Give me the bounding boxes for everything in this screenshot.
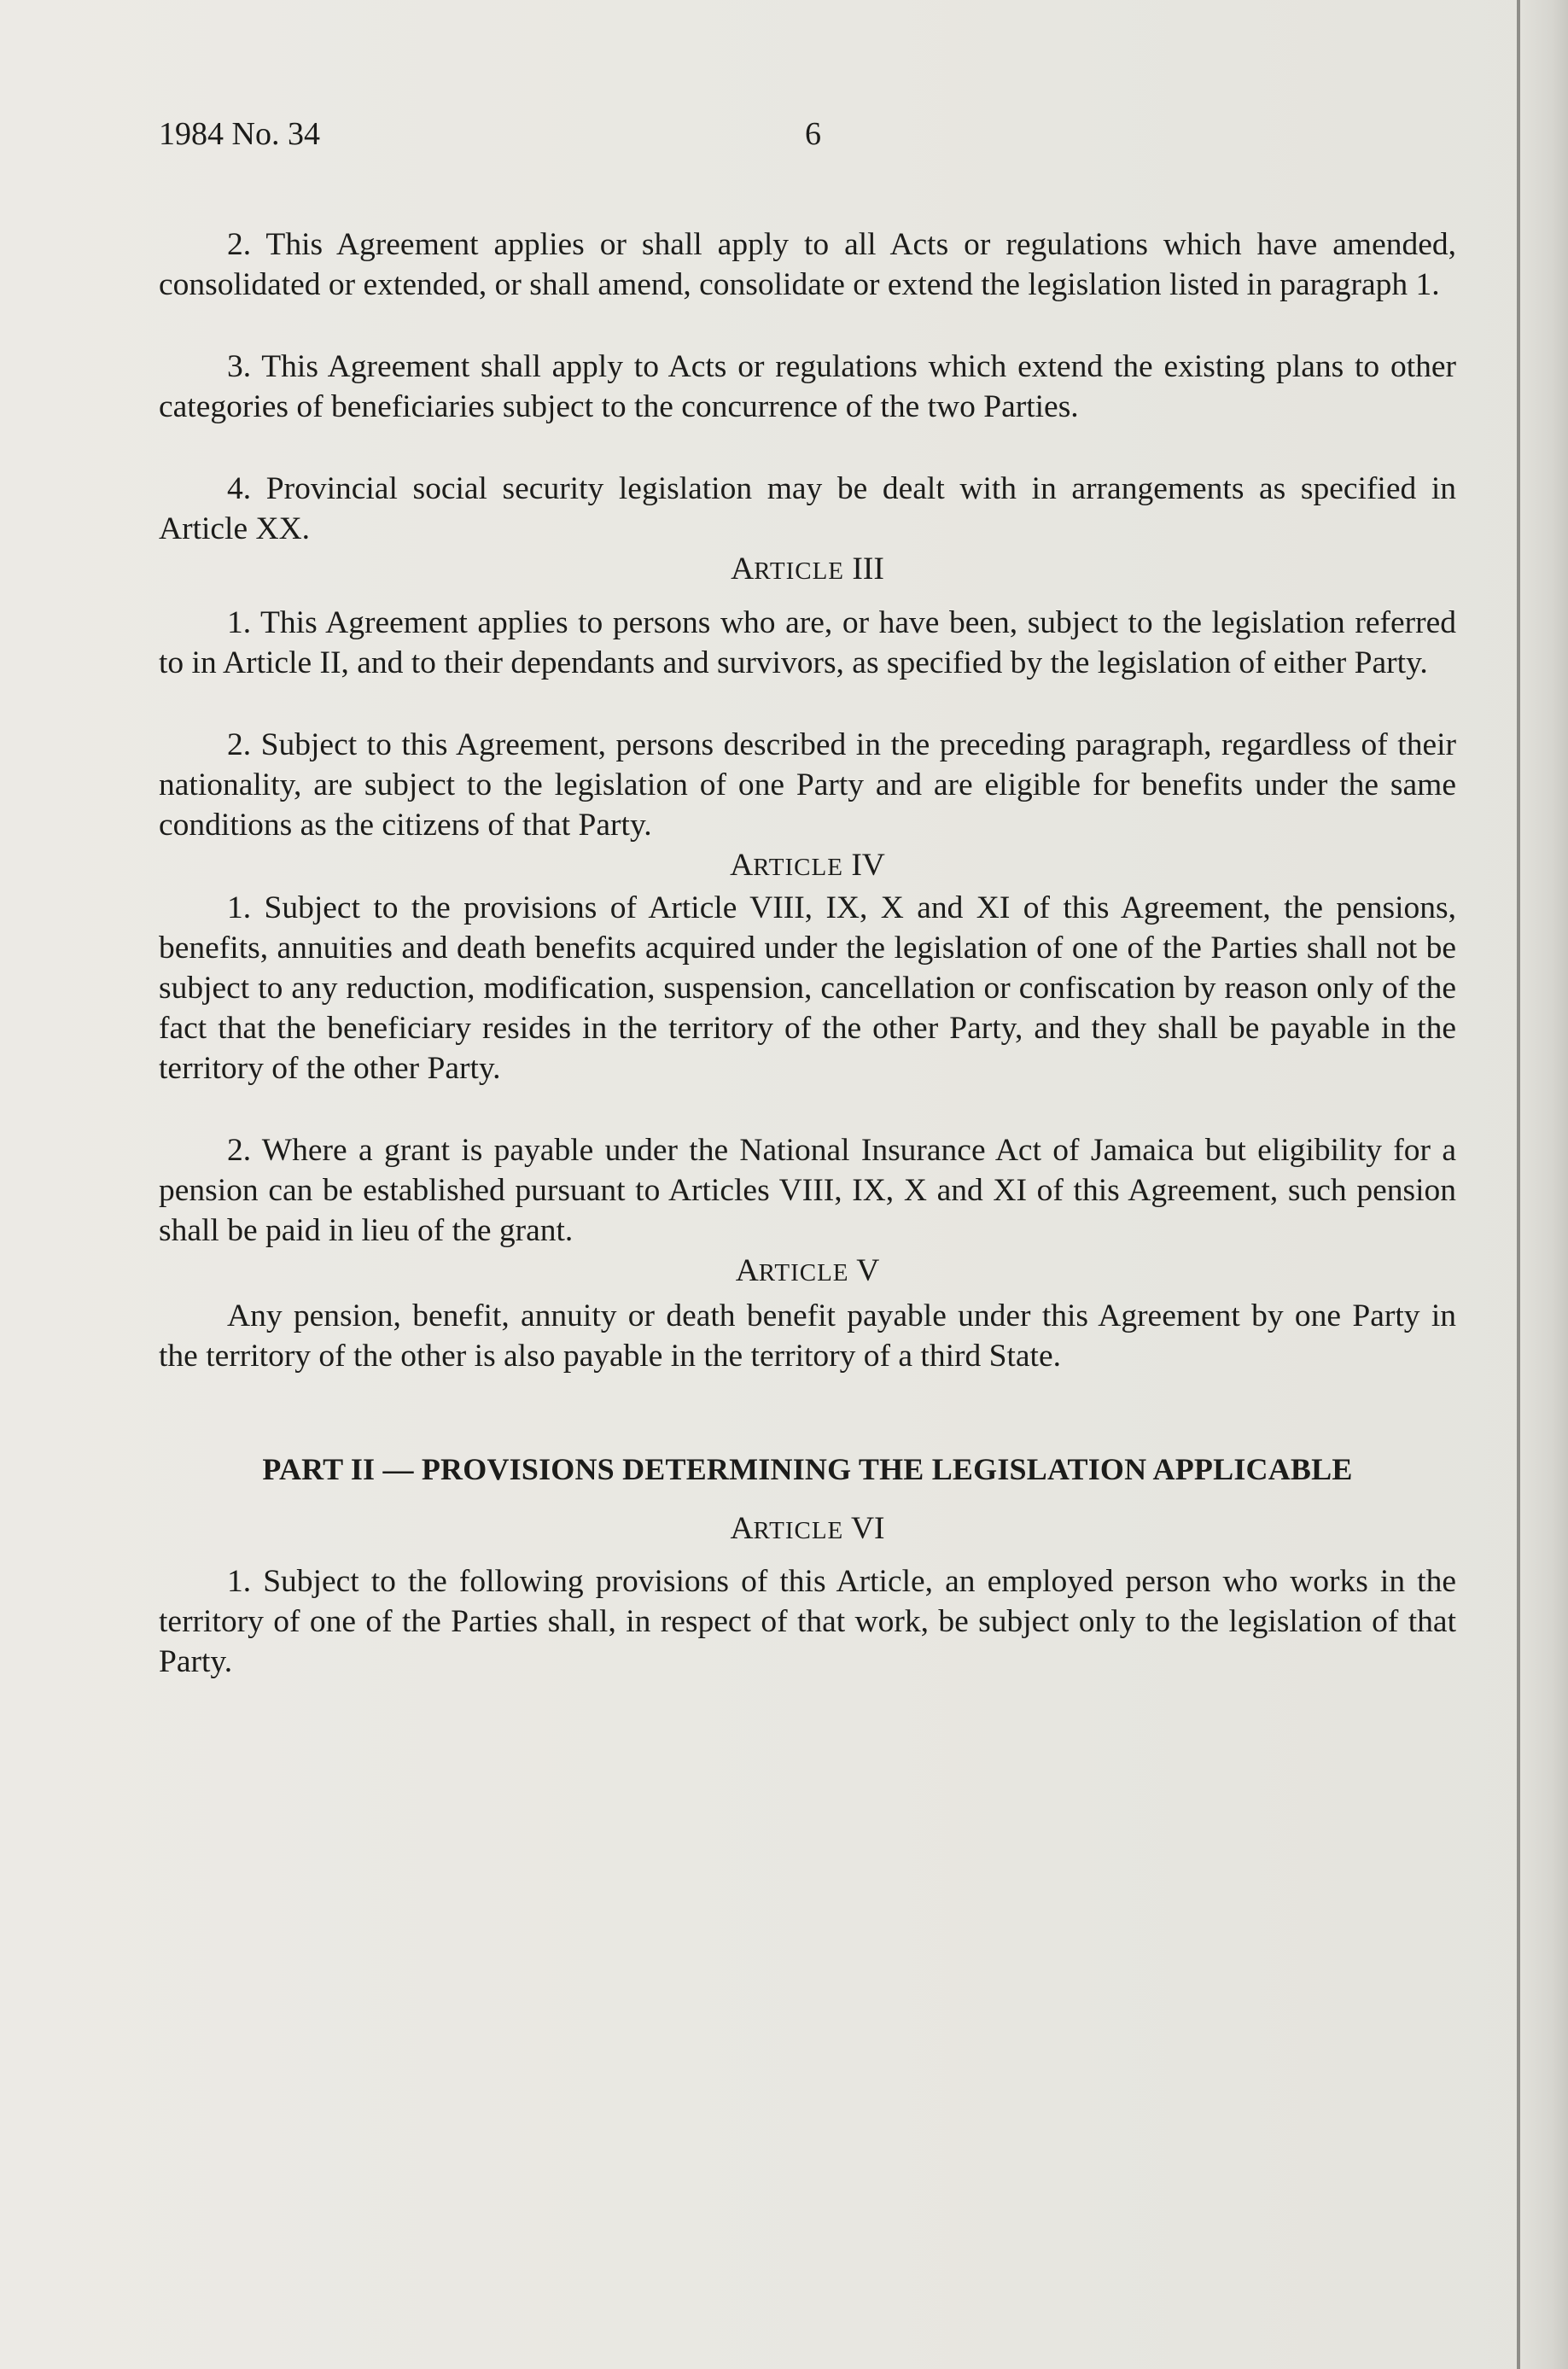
page-number: 6 (805, 116, 821, 152)
article3-para-1: 1. This Agreement applies to persons who are, or have been, subject to the legislation referred to in Article II, and to their dependants and survivors, as specified by the legislation of either Party. (159, 605, 1456, 680)
article5-para: Any pension, benefit, annuity or death benefit payable under this Agreement by one Party in the territory of the other is also payable in the territory of a third State. (159, 1298, 1456, 1374)
gazette-year-number: 1984 No. 34 (159, 116, 320, 152)
article3-heading: ARTICLE III (731, 551, 884, 586)
running-header (159, 115, 1456, 158)
article6-heading: ARTICLE VI (730, 1511, 885, 1546)
page-body (159, 225, 1456, 1682)
article2-para-2: 2. This Agreement applies or shall apply to all Acts or regulations which have amended, consolidated or extended, or shall amend, consolidate or extend the legislation listed in paragraph 1. (159, 227, 1456, 302)
article6-para-1: 1. Subject to the following provisions of this Article, an employed person who works in the territory of one of the Parties shall, in respect of that work, be subject only to the legislation of that Party. (159, 1564, 1456, 1679)
binding-line (1517, 0, 1520, 2369)
article4-para-1: 1. Subject to the provisions of Article VIII, IX, X and XI of this Agreement, the pensions, benefits, annuities and death benefits acquired under the legislation of one of the Parties shall not be subject to any reduction, modification, suspension, cancellation or confiscation by reason only of the fact that the beneficiary resides in the territory of the other Party, and they shall be payable in the territory of the other Party. (159, 890, 1456, 1086)
article4-heading: ARTICLE IV (730, 848, 885, 883)
article2-para-3: 3. This Agreement shall apply to Acts or regulations which extend the existing plans to other categories of beneficiaries subject to the concurrence of the two Parties. (159, 349, 1456, 424)
article3-para-2: 2. Subject to this Agreement, persons described in the preceding paragraph, regardless of their nationality, are subject to the legislation of one Party and are eligible for benefits under the same conditions as the citizens of that Party. (159, 727, 1456, 843)
article5-heading: ARTICLE V (735, 1253, 880, 1288)
part2-heading: PART II — PROVISIONS DETERMINING THE LEGISLATION APPLICABLE (262, 1452, 1353, 1486)
page-edge-shadow (1517, 0, 1568, 2369)
article2-para-4: 4. Provincial social security legislation may be dealt with in arrangements as specified in Article XX. (159, 471, 1456, 546)
article4-para-2: 2. Where a grant is payable under the National Insurance Act of Jamaica but eligibility for a pension can be established pursuant to Articles VIII, IX, X and XI of this Agreement, such pension shall be paid in lieu of the grant. (159, 1133, 1456, 1248)
